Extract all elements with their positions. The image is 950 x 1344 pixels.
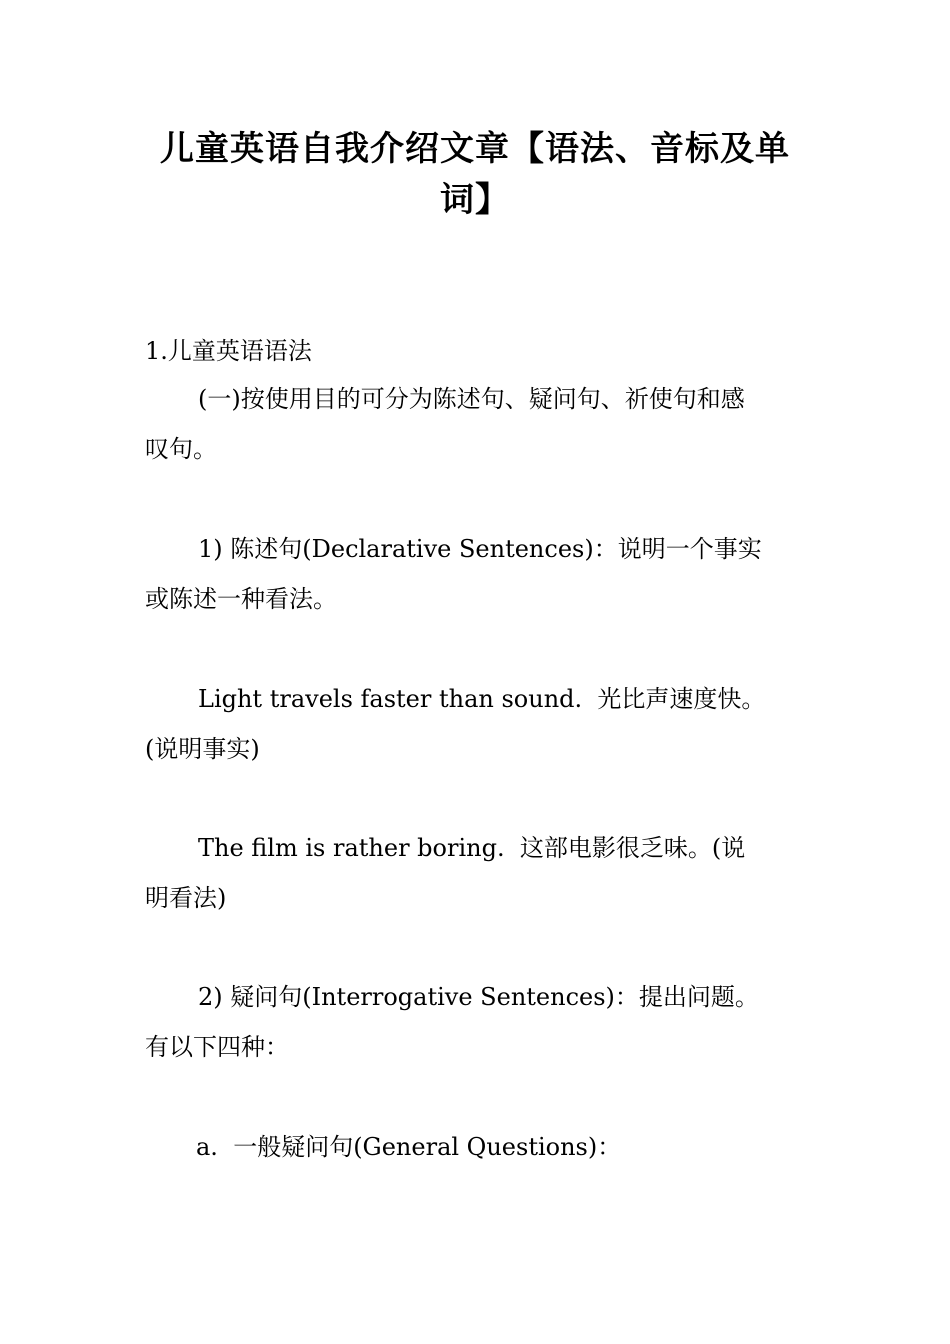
list-item-line: 1) 陈述句(Declarative Sentences)：说明一个事实: [198, 535, 762, 563]
example-line: Light travels faster than sound. 光比声速度快。: [198, 685, 766, 713]
example-line: 明看法): [145, 884, 227, 912]
example-line: (说明事实): [145, 735, 260, 763]
section-heading: 1.儿童英语语法: [145, 337, 312, 365]
document-title: [130, 124, 820, 226]
title-line-2: 词】: [440, 180, 510, 220]
list-item-line: 有以下四种：: [145, 1033, 289, 1061]
paragraph-line: (一)按使用目的可分为陈述句、疑问句、祈使句和感: [198, 385, 745, 413]
title-line-1: 儿童英语自我介绍文章【语法、音标及单: [160, 129, 790, 169]
example-line: The film is rather boring. 这部电影很乏味。(说: [198, 834, 746, 862]
paragraph-line: 叹句。: [145, 435, 217, 463]
sub-item-line: a. 一般疑问句(General Questions)：: [196, 1133, 622, 1161]
list-item-line: 2) 疑问句(Interrogative Sentences)：提出问题。: [198, 983, 759, 1011]
list-item-line: 或陈述一种看法。: [145, 585, 337, 613]
